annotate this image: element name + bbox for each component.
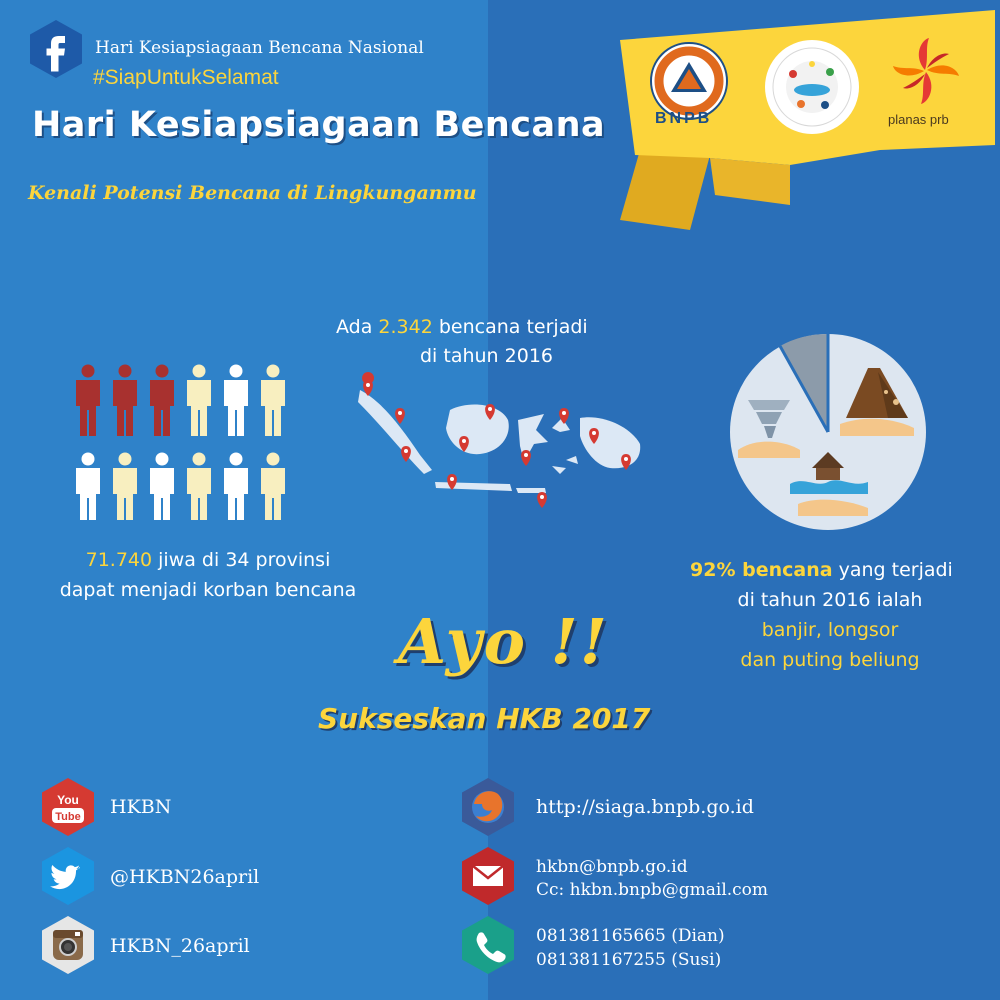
page-title: Hari Kesiapsiagaan Bencana [32, 105, 606, 145]
victims-count: 71.740 [85, 549, 153, 571]
email-primary[interactable]: hkbn@bnpb.go.id [536, 857, 688, 877]
person-icon [187, 453, 211, 521]
map-pin-dot [404, 449, 408, 453]
disasters-suffix: bencana terjadi [438, 316, 588, 338]
victims-text-2: dapat menjadi korban bencana [59, 579, 357, 601]
website-link[interactable]: http://siaga.bnpb.go.id [536, 796, 754, 818]
person-icon [113, 365, 137, 437]
percent-text-1: yang terjadi [838, 559, 953, 581]
sukseskan-heading: Sukseskan HKB 2017 [318, 702, 651, 735]
victims-line-1 [18, 546, 398, 574]
person-icon [150, 365, 174, 437]
phone-2[interactable]: 081381167255 (Susi) [536, 950, 722, 970]
disasters-prefix: Ada [336, 316, 373, 338]
percent-types-1: banjir, longsor [761, 619, 899, 641]
hashtag: #SiapUntukSelamat [93, 66, 279, 89]
person-icon [113, 453, 137, 521]
map-pin-dot [488, 407, 492, 411]
person-icon [76, 365, 100, 437]
person-icon [224, 365, 248, 437]
disasters-count: 2.342 [378, 316, 433, 338]
event-name: Hari Kesiapsiagaan Bencana Nasional [95, 38, 424, 58]
ayo-heading: Ayo !! [398, 605, 609, 678]
map-pin-icon [401, 446, 411, 462]
map-pin-icon [621, 454, 631, 470]
person-icon [261, 453, 285, 521]
percent-text-2: di tahun 2016 ialah [737, 589, 923, 611]
planas-prb-logo [885, 30, 967, 112]
twitter-link[interactable]: @HKBN26april [110, 866, 260, 888]
youtube-icon-text-bottom: Tube [55, 811, 81, 823]
page-subtitle: Kenali Potensi Bencana di Lingkunganmu [28, 182, 477, 204]
person-icon [261, 365, 285, 437]
person-icon [76, 453, 100, 521]
person-icon [224, 453, 248, 521]
map-pin-icon [395, 408, 405, 424]
person-icon [150, 453, 174, 521]
victims-text-1: jiwa di 34 provinsi [158, 549, 331, 571]
person-icon [187, 365, 211, 437]
people-grid [70, 360, 290, 520]
map-pin-dot [366, 383, 370, 387]
instagram-link[interactable]: HKBN_26april [110, 935, 250, 957]
indonesia-map [340, 370, 650, 520]
youtube-icon-text-top: You [57, 793, 79, 807]
map-pin-dot [398, 411, 402, 415]
map-pin-dot [592, 431, 596, 435]
map-pin-dot [562, 411, 566, 415]
map-pin-dot [450, 477, 454, 481]
map-pin-dot [540, 495, 544, 499]
percent-highlight: 92% bencana [690, 559, 833, 581]
percent-line-1 [690, 556, 953, 584]
map-pin-icon [537, 492, 547, 508]
planas-prb-label: planas prb [888, 112, 949, 127]
disasters-count-line [336, 313, 588, 341]
email-cc[interactable]: Cc: hkbn.bnpb@gmail.com [536, 880, 769, 900]
youtube-link[interactable]: HKBN [110, 796, 172, 818]
map-pin-dot [462, 439, 466, 443]
map-pin-dot [624, 457, 628, 461]
map-pin-icon [521, 450, 531, 466]
phone-1[interactable]: 081381165665 (Dian) [536, 926, 725, 946]
percent-types-2: dan puting beliung [740, 649, 920, 671]
disaster-pie [728, 332, 928, 532]
bnpb-label: BNPB [655, 110, 713, 127]
hkbn-logo [763, 38, 861, 136]
disasters-year: di tahun 2016 [420, 345, 553, 367]
map-pin-dot [524, 453, 528, 457]
